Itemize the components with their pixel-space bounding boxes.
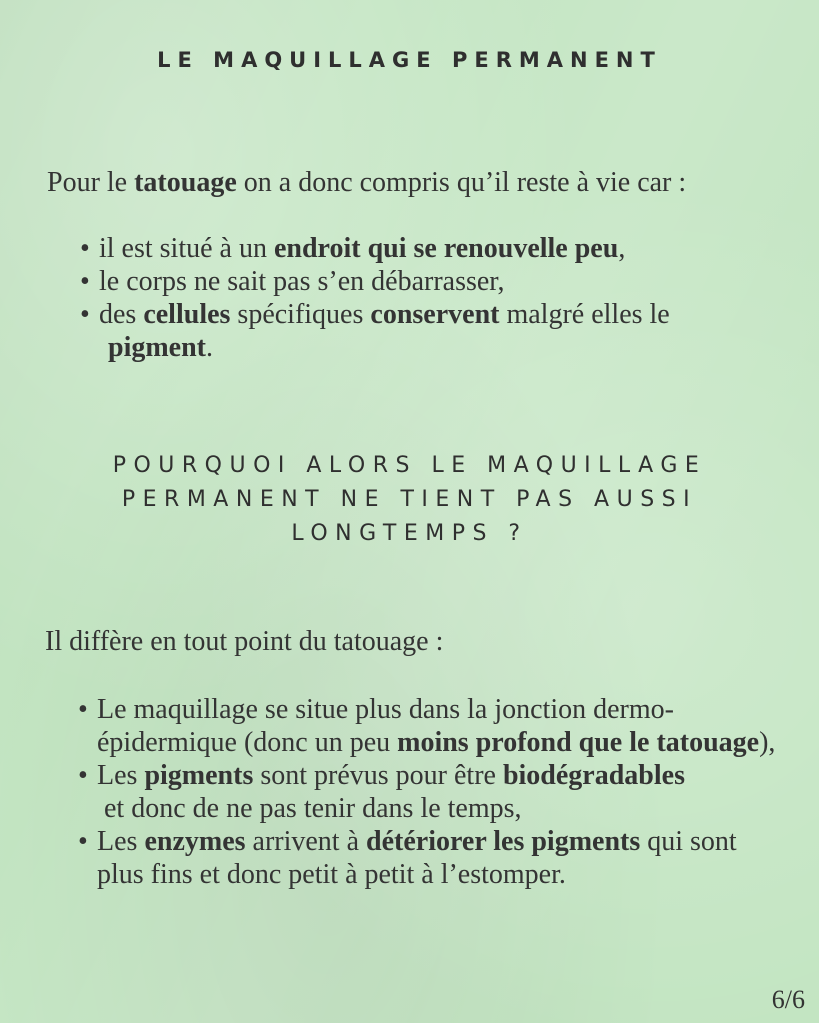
bullet-icon: • xyxy=(78,826,88,857)
list-item: • Le maquillage se situe plus dans la jonction dermo-épidermique (donc un peu moins profond que le tatouage), xyxy=(78,694,776,758)
bullet-icon: • xyxy=(80,266,90,297)
bullet-icon: • xyxy=(78,760,88,791)
list-item: • le corps ne sait pas s’en débarrasser, xyxy=(80,266,505,297)
section-question-heading: POURQUOI ALORS LE MAQUILLAGE PERMANENT NE TIENT PAS AUSSI LONGTEMPS ? xyxy=(112,453,707,546)
tattoo-reasons-list xyxy=(80,232,779,364)
list-item: • il est situé à un endroit qui se renouvelle peu, xyxy=(80,233,626,264)
list-item: • Les enzymes arrivent à détériorer les pigments qui sont plus fins et donc petit à petit à l’estomper. xyxy=(78,826,737,890)
list-item: • des cellules spécifiques conservent malgré elles le pigment. xyxy=(80,299,670,363)
lead-paragraph: Il diffère en tout point du tatouage : xyxy=(45,626,444,657)
intro-bold: tatouage xyxy=(134,167,237,198)
bullet-icon: • xyxy=(80,233,90,264)
intro-paragraph: Pour le tatouage on a donc compris qu’il reste à vie car : xyxy=(47,167,687,198)
page-number: 6/6 xyxy=(771,985,805,1014)
bullet-icon: • xyxy=(80,299,90,330)
page-title: LE MAQUILLAGE PERMANENT xyxy=(157,48,662,72)
list-item: • Les pigments sont prévus pour être biodégradables et donc de ne pas tenir dans le temps, xyxy=(78,760,685,824)
differences-list xyxy=(78,693,787,891)
bullet-icon: • xyxy=(78,694,88,725)
